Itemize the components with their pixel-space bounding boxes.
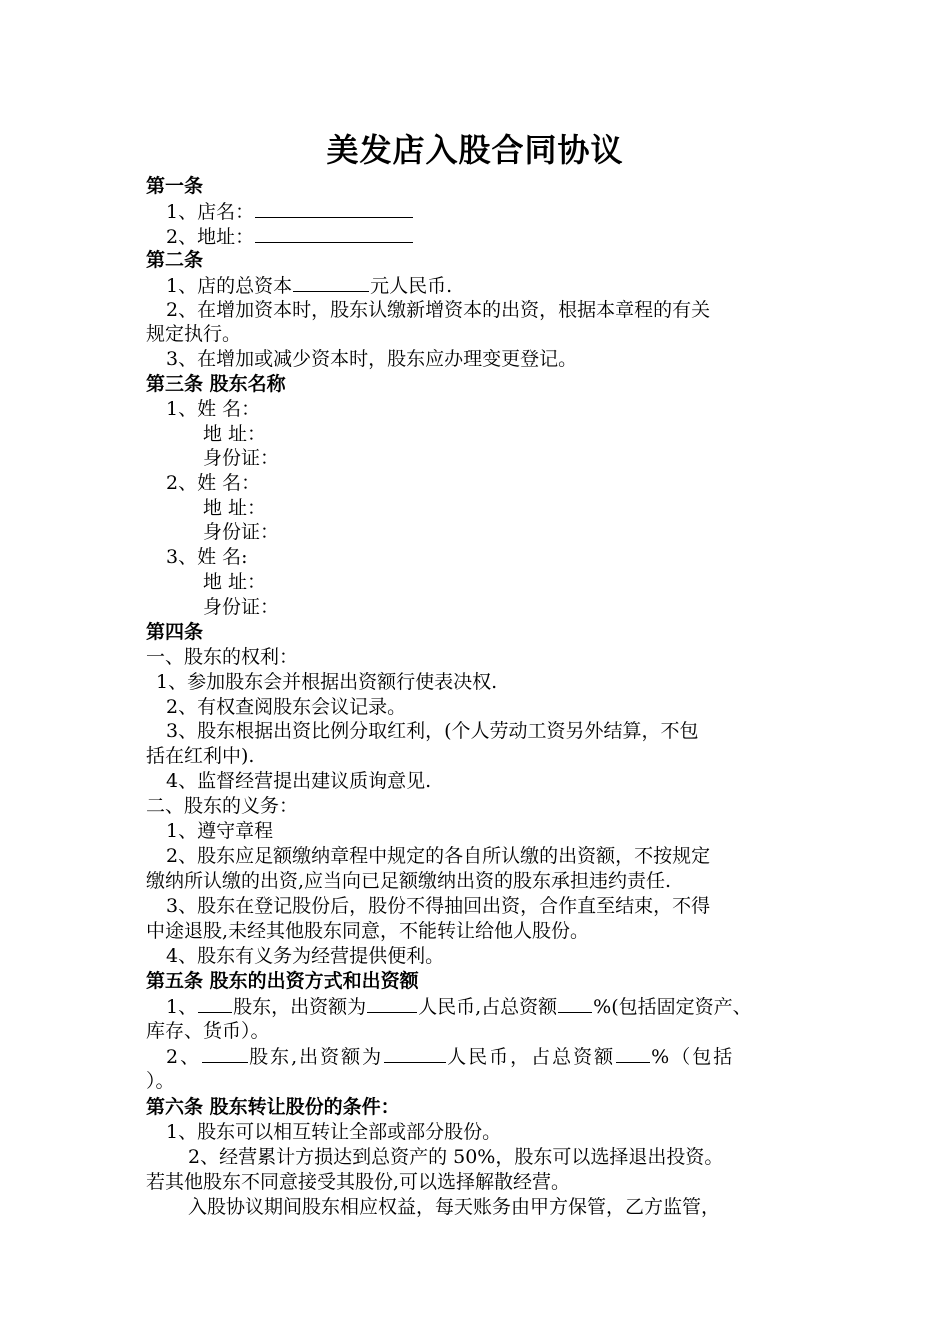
blank: [198, 994, 232, 1013]
clause-text: %(包括固定资产、: [593, 996, 752, 1018]
clause-text: 股东,出资额为: [249, 1046, 384, 1068]
clause-text: 3、股东根据出资比例分取红利，(个人劳动工资另外结算，不包: [166, 720, 699, 742]
clause-text: 1、遵守章程: [166, 820, 274, 842]
clause-text: ）。: [146, 1070, 175, 1092]
shareholder-2-name: 2、姓 名：: [166, 472, 261, 494]
shop-address-line: [166, 224, 414, 250]
shareholder-1-id: 身份证：: [203, 447, 280, 469]
clause-text: 3、在增加或减少资本时，股东应办理变更登记。: [166, 348, 578, 370]
clause-text: 缴纳所认缴的出资,应当向已足额缴纳出资的股东承担违约责任.: [146, 870, 672, 892]
clause-text: 中途退股,未经其他股东同意，不能转让给他人股份。: [146, 920, 590, 942]
blank: [558, 994, 592, 1013]
shop-name-line: [166, 199, 414, 225]
clause-text: 1、: [166, 996, 198, 1018]
clause-text: 若其他股东不同意接受其股份,可以选择解散经营。: [146, 1171, 571, 1193]
shareholder-3-id: 身份证：: [203, 596, 280, 618]
clause-text: 2、股东应足额缴纳章程中规定的各自所认缴的出资额，不按规定: [166, 845, 711, 867]
capital-unit: 元人民币.: [370, 275, 453, 297]
clause-text: 2、: [166, 1046, 202, 1068]
article-2-heading: 第二条: [146, 249, 204, 271]
clause-text: %（包括: [651, 1046, 735, 1068]
shop-address-blank: [255, 224, 413, 243]
clause-text: 4、股东有义务为经营提供便利。: [166, 945, 445, 967]
blank: [202, 1044, 248, 1063]
article-1-heading: 第一条: [146, 175, 204, 197]
shareholder-3-address: 地 址：: [203, 571, 267, 593]
duties-heading: 二、股东的义务：: [146, 795, 299, 817]
clause-text: 1、参加股东会并根据出资额行使表决权.: [156, 671, 498, 693]
capital-label: 1、店的总资本: [166, 275, 293, 297]
article-6-heading: 第六条 股东转让股份的条件：: [146, 1096, 400, 1118]
clause-text: 股东，出资额为: [233, 996, 367, 1018]
shareholder-3-name: 3、姓 名:: [166, 546, 248, 568]
clause-text: 规定执行。: [146, 323, 242, 345]
shareholder-1-name: 1、姓 名：: [166, 398, 261, 420]
clause-text: 2、有权查阅股东会议记录。: [166, 696, 407, 718]
capital-blank: [293, 273, 369, 292]
shop-name-blank: [255, 199, 413, 218]
article-4-heading: 第四条: [146, 621, 204, 643]
shareholder-1-address: 地 址：: [203, 423, 267, 445]
document-title: 美发店入股合同协议: [326, 131, 624, 169]
contribution-line-1: [166, 994, 752, 1020]
shop-address-label: 2、地址：: [166, 226, 255, 248]
shop-name-label: 1、店名：: [166, 201, 255, 223]
clause-text: 入股协议期间股东相应权益，每天账务由甲方保管，乙方监管，: [188, 1196, 721, 1218]
capital-line: [166, 273, 452, 299]
contribution-line-2: [166, 1044, 734, 1070]
clause-text: 2、在增加资本时，股东认缴新增资本的出资，根据本章程的有关: [166, 299, 711, 321]
article-5-heading: 第五条 股东的出资方式和出资额: [146, 970, 419, 992]
blank: [384, 1044, 446, 1063]
clause-text: 4、监督经营提出建议质询意见.: [166, 770, 432, 792]
blank: [616, 1044, 650, 1063]
clause-text: 人民币,占总资额: [418, 996, 558, 1018]
shareholder-2-id: 身份证：: [203, 521, 280, 543]
clause-text: 2、经营累计方损达到总资产的 50%，股东可以选择退出投资。: [188, 1146, 724, 1168]
clause-text: 人民币，占总资额: [447, 1046, 616, 1068]
shareholder-2-address: 地 址：: [203, 497, 267, 519]
blank: [367, 994, 417, 1013]
clause-text: 库存、货币）。: [146, 1020, 270, 1042]
article-3-heading: 第三条 股东名称: [146, 373, 286, 395]
clause-text: 3、股东在登记股份后，股份不得抽回出资，合作直至结束，不得: [166, 895, 711, 917]
clause-text: 1、股东可以相互转让全部或部分股份。: [166, 1121, 502, 1143]
clause-text: 括在红利中).: [146, 745, 255, 767]
rights-heading: 一、股东的权利：: [146, 646, 299, 668]
